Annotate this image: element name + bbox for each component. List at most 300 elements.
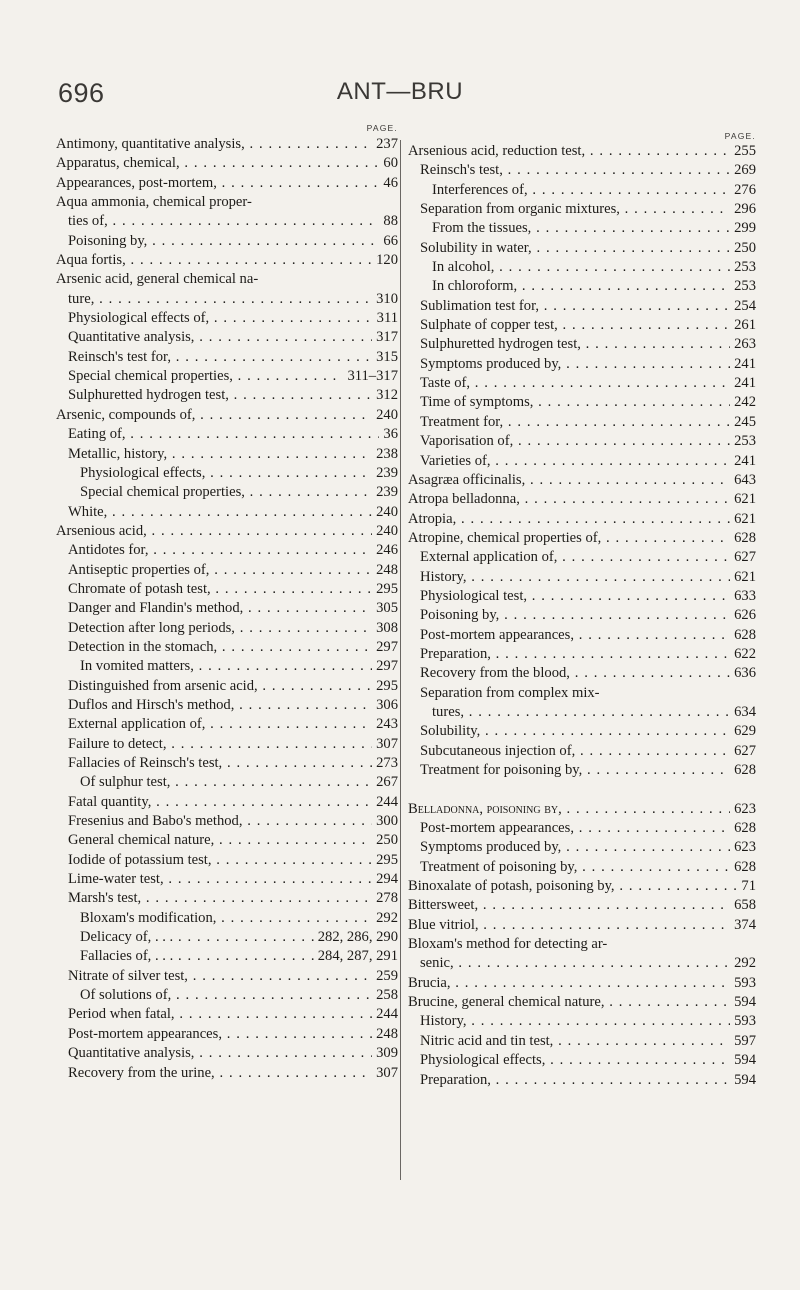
entry-page-ref: 597	[734, 1032, 756, 1049]
dot-leader	[581, 335, 730, 354]
index-entry	[56, 928, 398, 947]
index-entry	[56, 290, 398, 309]
entry-term: Appearances, post-mortem,	[56, 174, 217, 191]
entry-page-ref: 621	[734, 510, 756, 527]
index-entry	[408, 858, 756, 877]
entry-term: Subcutaneous injection of,	[420, 742, 576, 759]
dot-leader	[194, 657, 372, 676]
index-entry	[408, 142, 756, 161]
index-entry	[56, 793, 398, 812]
entry-term: Physiological effects of,	[68, 310, 210, 327]
dot-leader	[229, 386, 372, 405]
entry-page-ref: 295	[376, 677, 398, 694]
dot-leader	[258, 677, 372, 696]
dot-leader	[243, 599, 372, 618]
entry-term: White,	[68, 503, 108, 520]
dot-leader	[574, 819, 730, 838]
entry-page-ref: 36	[383, 426, 398, 443]
dot-leader	[451, 974, 731, 993]
entry-term: Iodide of potassium test,	[68, 851, 212, 868]
index-entry	[408, 954, 756, 973]
index-entry	[56, 328, 398, 347]
entry-page-ref: 292	[376, 909, 398, 926]
entry-term: Marsh's test,	[68, 890, 142, 907]
index-entry	[408, 529, 756, 548]
entry-term: Fresenius and Babo's method,	[68, 813, 243, 830]
entry-term: Arsenic acid, general chemical na-	[56, 271, 259, 288]
index-entry	[56, 870, 398, 889]
entry-term: Eating of,	[68, 426, 126, 443]
dot-leader	[214, 831, 372, 850]
entry-term: Metallic, history,	[68, 445, 168, 462]
index-entry	[408, 780, 756, 799]
entry-term: Duflos and Hirsch's method,	[68, 696, 235, 713]
dot-leader	[491, 452, 731, 471]
index-entry	[56, 503, 398, 522]
dot-leader	[222, 754, 372, 773]
entry-page-ref: 261	[734, 317, 756, 334]
entry-term: Taste of,	[420, 375, 471, 392]
entry-term: Sulphuretted hydrogen test,	[68, 387, 229, 404]
entry-page-ref: 282, 286, 290	[317, 929, 398, 946]
entry-page-ref: 238	[376, 445, 398, 462]
dot-leader	[245, 483, 372, 502]
index-entry	[56, 638, 398, 657]
index-column-right	[408, 122, 756, 1090]
entry-term: Preparation,	[420, 1071, 491, 1088]
entry-term: Asagræa officinalis,	[408, 471, 526, 488]
dot-leader	[582, 761, 730, 780]
entry-page-ref: 623	[734, 800, 756, 817]
entry-term: Post-mortem appearances,	[420, 626, 574, 643]
dot-leader	[194, 1044, 372, 1063]
index-entry	[408, 490, 756, 509]
entry-term: Preparation,	[420, 645, 491, 662]
dot-leader	[464, 703, 730, 722]
dot-leader	[173, 928, 314, 947]
index-entry	[408, 432, 756, 451]
index-entry	[408, 1032, 756, 1051]
entry-page-ref: 244	[376, 793, 398, 810]
index-entry	[408, 877, 756, 896]
entry-term: Delicacy of, . . .	[80, 929, 174, 946]
entry-page-ref: 246	[376, 542, 398, 559]
entry-term: Danger and Flandin's method,	[68, 600, 244, 617]
entry-page-ref: 239	[376, 464, 398, 481]
index-entry	[408, 916, 756, 935]
entry-term: In alcohol,	[432, 259, 495, 276]
dot-leader	[148, 541, 372, 560]
index-entry	[56, 193, 398, 212]
index-entry	[56, 812, 398, 831]
dot-leader	[151, 793, 372, 812]
running-head: ANT—BRU	[336, 78, 464, 105]
index-entry	[56, 1044, 398, 1063]
dot-leader	[545, 1051, 730, 1070]
dot-leader	[561, 838, 730, 857]
entry-term: Recovery from the blood,	[420, 665, 570, 682]
index-entry	[408, 510, 756, 529]
index-entry	[408, 316, 756, 335]
index-entry	[56, 851, 398, 870]
index-entry	[56, 831, 398, 850]
dot-leader	[533, 393, 730, 412]
index-entry	[56, 541, 398, 560]
dot-leader	[478, 896, 730, 915]
entry-term: Physiological effects,	[420, 1052, 546, 1069]
index-entry	[56, 425, 398, 444]
dot-leader	[171, 986, 372, 1005]
entry-page-ref: 593	[734, 974, 756, 991]
entry-page-ref: 240	[376, 522, 398, 539]
dot-leader	[491, 645, 730, 664]
index-entry	[408, 993, 756, 1012]
dot-leader	[188, 967, 372, 986]
entry-page-ref: 240	[376, 503, 398, 520]
entry-page-ref: 239	[376, 484, 398, 501]
entry-page-ref: 254	[734, 297, 756, 314]
dot-leader	[173, 947, 314, 966]
index-entry	[408, 742, 756, 761]
entry-page-ref: 594	[734, 994, 756, 1011]
entry-term: In vomited matters,	[80, 658, 194, 675]
entry-term: Nitric acid and tin test,	[420, 1032, 554, 1049]
entry-term: Physiological test,	[420, 587, 528, 604]
entry-term: General chemical nature,	[68, 832, 215, 849]
entry-term: Treatment for poisoning by,	[420, 762, 583, 778]
entry-term: senic,	[420, 955, 454, 972]
entry-term: External application of,	[420, 549, 558, 566]
entry-term: Detection in the stomach,	[68, 638, 218, 655]
index-entry	[408, 200, 756, 219]
index-entry	[408, 355, 756, 374]
index-entry	[56, 889, 398, 908]
entry-page-ref: 628	[734, 762, 756, 778]
index-entry	[408, 471, 756, 490]
entry-term: tures,	[432, 703, 465, 720]
entry-page-ref: 306	[376, 696, 398, 713]
index-entry	[408, 761, 756, 780]
dot-leader	[217, 638, 372, 657]
dot-leader	[222, 1025, 372, 1044]
entry-page-ref: 276	[734, 181, 756, 198]
entry-page-ref: 241	[734, 452, 756, 469]
dot-leader	[466, 568, 730, 587]
index-entry	[408, 161, 756, 180]
dot-leader	[164, 870, 372, 889]
dot-leader	[94, 290, 372, 309]
index-entry	[56, 1005, 398, 1024]
entry-page-ref: 284, 287, 291	[317, 948, 398, 965]
entry-page-ref: 269	[734, 162, 756, 179]
entry-term: Chromate of potash test,	[68, 580, 211, 597]
entry-page-ref: 317	[376, 329, 398, 346]
dot-leader	[126, 251, 372, 270]
entry-page-ref: 300	[376, 813, 398, 830]
index-entry	[408, 800, 756, 819]
dot-leader	[205, 464, 372, 483]
dot-leader	[528, 181, 731, 200]
entry-page-ref: 623	[734, 839, 756, 856]
index-entry	[408, 568, 756, 587]
entry-page-ref: 621	[734, 491, 756, 508]
entry-page-ref: 594	[734, 1052, 756, 1069]
entry-page-ref: 307	[376, 735, 398, 752]
dot-leader	[520, 490, 730, 509]
entry-term: Antimony, quantitative analysis,	[56, 136, 245, 152]
entry-term: Binoxalate of potash, poisoning by,	[408, 878, 615, 895]
entry-term: ture,	[68, 290, 95, 307]
entry-page-ref: 299	[734, 220, 756, 237]
dot-leader	[180, 154, 380, 173]
dot-leader	[166, 735, 372, 754]
entry-term: Poisoning by,	[420, 607, 500, 624]
entry-page-ref: 627	[734, 549, 756, 566]
entry-term: Bloxam's method for detecting ar-	[408, 936, 608, 953]
dot-leader	[215, 1064, 372, 1083]
dot-leader	[532, 239, 730, 258]
index-entry	[408, 645, 756, 664]
dot-leader	[503, 413, 730, 432]
index-entry	[408, 374, 756, 393]
index-entry	[408, 722, 756, 741]
index-entry	[56, 154, 398, 173]
entry-term: Atropine, chemical properties of,	[408, 529, 602, 546]
entry-term: History,	[420, 568, 467, 585]
entry-page-ref: 628	[734, 529, 756, 546]
dot-leader	[233, 367, 344, 386]
entry-page-ref: 292	[734, 955, 756, 972]
entry-page-ref: 253	[734, 259, 756, 276]
entry-term: History,	[420, 1013, 467, 1030]
entry-term: Brucia,	[408, 974, 451, 991]
dot-leader	[570, 664, 730, 683]
entry-term: Belladonna, poisoning by,	[408, 800, 562, 817]
index-entry	[56, 754, 398, 773]
index-entry	[56, 464, 398, 483]
entry-page-ref: 295	[376, 580, 398, 597]
entry-page-ref: 250	[734, 239, 756, 256]
entry-term: Blue vitriol,	[408, 916, 479, 933]
column-header: PAGE.	[724, 131, 756, 141]
entry-term: Arsenious acid, reduction test,	[408, 143, 586, 159]
index-entry	[56, 677, 398, 696]
entry-page-ref: 296	[734, 201, 756, 218]
dot-leader	[503, 161, 730, 180]
index-entry	[408, 935, 756, 954]
entry-page-ref: 310	[376, 290, 398, 307]
column-divider	[400, 140, 401, 1180]
entry-page-ref: 259	[376, 967, 398, 984]
entry-page-ref: 245	[734, 413, 756, 430]
index-entry	[56, 735, 398, 754]
index-entry	[56, 1025, 398, 1044]
entry-term: Treatment of poisoning by,	[420, 858, 578, 875]
entry-page-ref: 628	[734, 820, 756, 837]
index-entry	[56, 135, 398, 154]
entry-page-ref: 628	[734, 626, 756, 643]
index-entry	[56, 348, 398, 367]
entry-term: Symptoms produced by,	[420, 355, 562, 372]
entry-page-ref: 305	[376, 600, 398, 617]
entry-page-ref: 273	[376, 755, 398, 771]
index-entry	[56, 715, 398, 734]
entry-term: Fatal quantity,	[68, 793, 152, 810]
index-entries-right	[408, 142, 756, 1090]
dot-leader	[245, 135, 372, 154]
entry-page-ref: 294	[376, 871, 398, 888]
dot-leader	[170, 773, 372, 792]
entry-term: Of sulphur test,	[80, 774, 171, 791]
index-entry	[56, 909, 398, 928]
entry-term: Failure to detect,	[68, 735, 167, 752]
entry-page-ref: 88	[383, 213, 398, 230]
index-entry	[408, 297, 756, 316]
entry-page-ref: 250	[376, 832, 398, 849]
entry-page-ref: 243	[376, 716, 398, 733]
entry-term: Vaporisation of,	[420, 433, 514, 450]
entry-term: ties of,	[68, 213, 108, 230]
index-entry	[56, 174, 398, 193]
entry-term: Of solutions of,	[80, 987, 172, 1004]
dot-leader	[562, 800, 730, 819]
entry-term: Varieties of,	[420, 452, 491, 469]
entry-page-ref: 60	[383, 155, 398, 172]
entry-term: Reinsch's test,	[420, 162, 503, 179]
index-entry	[56, 445, 398, 464]
entry-term: Period when fatal,	[68, 1006, 175, 1023]
index-entry	[408, 819, 756, 838]
dot-leader	[126, 425, 380, 444]
dot-leader	[585, 142, 730, 161]
dot-leader	[456, 510, 730, 529]
entry-term: Distinguished from arsenic acid,	[68, 677, 258, 694]
index-entry	[408, 1012, 756, 1031]
entry-term: Antidotes for,	[68, 542, 149, 559]
entry-term: In chloroform,	[432, 278, 518, 295]
entry-page-ref: 46	[383, 174, 398, 191]
entry-page-ref: 622	[734, 645, 756, 662]
dot-leader	[525, 471, 730, 490]
entry-page-ref: 307	[376, 1064, 398, 1081]
index-entry	[56, 309, 398, 328]
dot-leader	[171, 348, 372, 367]
index-entry	[56, 212, 398, 231]
entry-term: Physiological effects,	[80, 464, 206, 481]
entry-page-ref: 312	[376, 387, 398, 404]
index-entry	[408, 335, 756, 354]
index-entries-left	[56, 135, 398, 1083]
entry-term: Atropa belladonna,	[408, 491, 520, 508]
entry-page-ref: 278	[376, 890, 398, 907]
dot-leader	[561, 355, 730, 374]
entry-term: Post-mortem appearances,	[420, 820, 574, 837]
dot-leader	[454, 954, 730, 973]
index-entry	[56, 483, 398, 502]
dot-leader	[494, 258, 730, 277]
entry-term: Interferences of,	[432, 181, 528, 198]
entry-term: Separation from complex mix-	[420, 684, 600, 701]
dot-leader	[209, 309, 372, 328]
entry-term: Solubility in water,	[420, 239, 532, 256]
index-entry	[408, 239, 756, 258]
index-entry	[56, 386, 398, 405]
entry-term: Detection after long periods,	[68, 619, 235, 636]
dot-leader	[499, 606, 730, 625]
entry-page-ref: 621	[734, 568, 756, 585]
entry-page-ref: 593	[734, 1013, 756, 1030]
index-entry	[56, 599, 398, 618]
dot-leader	[620, 200, 730, 219]
index-entry	[408, 277, 756, 296]
entry-page-ref: 255	[734, 143, 756, 159]
dot-leader	[517, 277, 730, 296]
dot-leader	[141, 889, 372, 908]
entry-term: Arsenious acid,	[56, 522, 147, 539]
index-entry	[56, 522, 398, 541]
entry-page-ref: 658	[734, 897, 756, 914]
index-entry	[408, 1071, 756, 1090]
entry-term: Recovery from the urine,	[68, 1064, 215, 1081]
entry-page-ref: 629	[734, 723, 756, 740]
entry-page-ref: 66	[383, 232, 398, 249]
dot-leader	[147, 232, 379, 251]
index-entry	[56, 967, 398, 986]
dot-leader	[574, 626, 730, 645]
entry-page-ref: 315	[376, 348, 398, 365]
entry-term: Lime-water test,	[68, 871, 164, 888]
entry-term: Atropia,	[408, 510, 457, 527]
index-entry	[408, 606, 756, 625]
entry-page-ref: 244	[376, 1006, 398, 1023]
entry-term: Reinsch's test for,	[68, 348, 171, 365]
entry-term: Separation from organic mixtures,	[420, 201, 620, 218]
entry-page-ref: 241	[734, 375, 756, 392]
dot-leader	[108, 212, 380, 231]
entry-page-ref: 311–317	[347, 368, 398, 385]
index-entry	[56, 696, 398, 715]
entry-term: Aqua ammonia, chemical proper-	[56, 194, 252, 211]
dot-leader	[466, 1012, 730, 1031]
entry-term: Quantitative analysis,	[68, 329, 195, 346]
index-entry	[408, 1051, 756, 1070]
entry-term: Sulphuretted hydrogen test,	[420, 336, 581, 353]
entry-page-ref: 248	[376, 561, 398, 578]
index-entry	[56, 619, 398, 638]
index-entry	[408, 974, 756, 993]
entry-term: Poisoning by,	[68, 232, 148, 249]
entry-term: Bittersweet,	[408, 897, 479, 914]
entry-term: External application of,	[68, 716, 206, 733]
entry-page-ref: 308	[376, 619, 398, 636]
entry-page-ref: 297	[376, 658, 398, 675]
entry-term: Fallacies of Reinsch's test,	[68, 755, 223, 771]
entry-page-ref: 627	[734, 742, 756, 759]
entry-page-ref: 636	[734, 665, 756, 682]
index-entry	[408, 684, 756, 703]
index-entry	[56, 367, 398, 386]
index-entry	[56, 947, 398, 966]
dot-leader	[539, 297, 730, 316]
index-entry	[408, 452, 756, 471]
entry-term: Arsenic, compounds of,	[56, 406, 196, 423]
index-entry	[408, 838, 756, 857]
dot-leader	[217, 174, 380, 193]
index-column-left	[56, 122, 398, 1083]
dot-leader	[527, 587, 730, 606]
entry-term: Post-mortem appearances,	[68, 1025, 222, 1042]
dot-leader	[605, 993, 731, 1012]
